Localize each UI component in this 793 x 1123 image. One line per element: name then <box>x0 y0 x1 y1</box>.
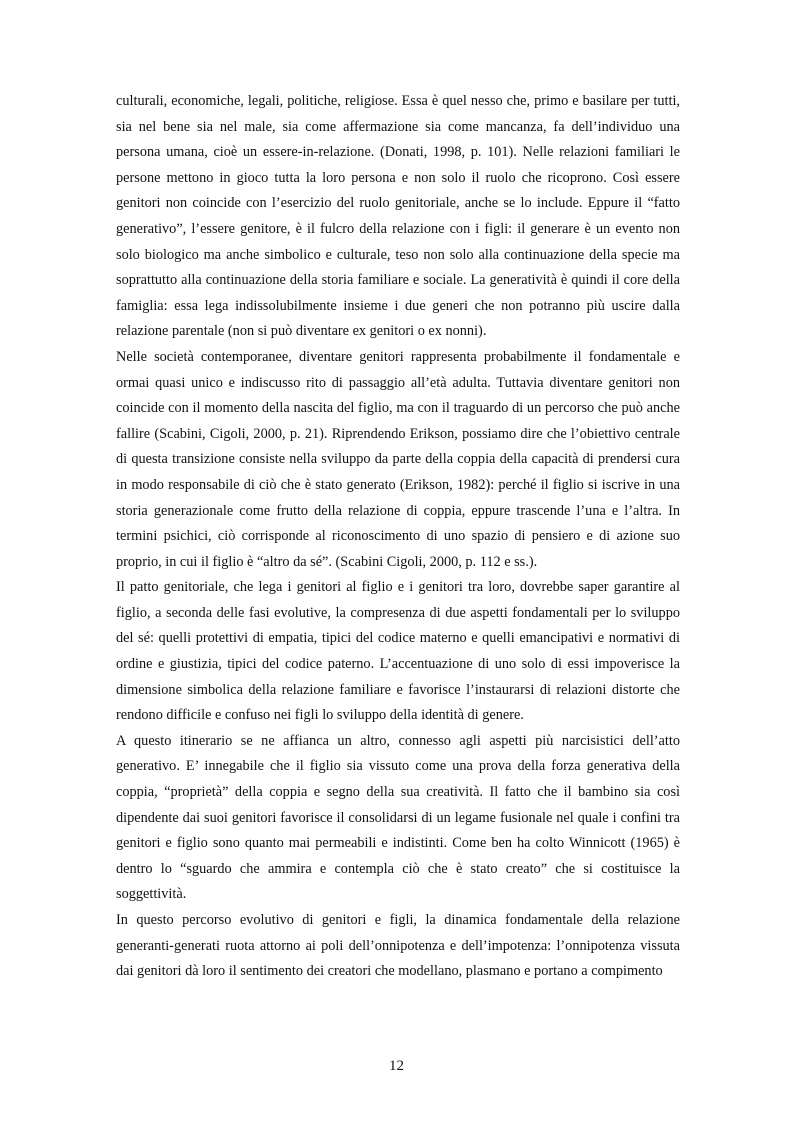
paragraph-narcissistic-aspects: A questo itinerario se ne affianca un altro, connesso agli aspetti più narcisistici dell’atto generativo. E’ innegabile che il figlio sia vissuto come una prova della forza generativa della coppia, “proprietà” della coppia e segno della sua creatività. Il fatto che il bambino sia così dipendente dai suoi genitori favorisce il consolidarsi di un legame fusionale nel quale i confini tra genitori e figlio sono quanto mai permeabili e indistinti. Come ben ha colto Winnicott (1965) è dentro lo “sguardo che ammira e contempla ciò che è stato creato” che si costituisce la soggettività. <box>116 732 680 903</box>
paragraph-parenthood-rite: Nelle società contemporanee, diventare genitori rappresenta probabilmente il fondamentale e ormai quasi unico e indiscusso rito di passaggio all’età adulta. Tuttavia diventare genitori non coincide con il momento della nascita del figlio, ma con il traguardo di un percorso che può anche fallire (Scabini, Cigoli, 2000, p. 21). Riprendendo Erikson, possiamo dire che l’obiettivo centrale di questa transizione consiste nella sviluppo da parte della coppia della capacità di prendersi cura in modo responsabile di ciò che è stato generato (Erikson, 1982): perché il figlio si iscrive in una storia generazionale come frutto della relazione di coppia, eppure trascende l’una e l’altra. In termini psichici, ciò corrisponde al riconoscimento di uno spazio di pensiero e di azione suo proprio, in cui il figlio è “altro da sé”. (Scabini Cigoli, 2000, p. 112 e ss.). <box>116 348 680 570</box>
body-text <box>116 89 680 985</box>
page-number: 12 <box>389 1058 404 1074</box>
paragraph-continuation: culturali, economiche, legali, politiche, religiose. Essa è quel nesso che, primo e basilare per tutti, sia nel bene sia nel male, sia come affermazione sia come mancanza, fa dell’individuo una persona umana, cioè un essere-in-relazione. (Donati, 1998, p. 101). Nelle relazioni familiari le persone mettono in gioco tutta la loro persona e non solo il ruolo che ricoprono. Così essere genitori non coincide con l’esercizio del ruolo genitoriale, anche se lo include. Eppure il “fatto generativo”, l’essere genitore, è il fulcro della relazione con i figli: il generare è un evento non solo biologico ma anche simbolico e culturale, teso non solo alla continuazione della specie ma soprattutto alla continuazione della storia familiare e sociale. La generatività è quindi il core della famiglia: essa lega indissolubilmente insieme i due generi che non potranno più uscire dalla relazione parentale (non si può diventare ex genitori o ex nonni). <box>116 93 680 340</box>
paragraph-generating-generated: In questo percorso evolutivo di genitori e figli, la dinamica fondamentale della relazione generanti-generati ruota attorno ai poli dell’onnipotenza e dell’impotenza: l’onnipotenza vissuta dai genitori dà loro il sentimento dei creatori che modellano, plasmano e portano a compimento <box>116 912 680 980</box>
paragraph-parental-pact: Il patto genitoriale, che lega i genitori al figlio e i genitori tra loro, dovrebbe saper garantire al figlio, a seconda delle fasi evolutive, la compresenza di due aspetti fondamentali per lo sviluppo del sé: quelli protettivi di empatia, tipici del codice materno e quelli emancipativi e normativi di ordine e giustizia, tipici del codice paterno. L’accentuazione di uno solo di essi impoverisce la dimensione simbolica della relazione familiare e favorisce l’instaurarsi di relazioni distorte che rendono difficile e confuso nei figli lo sviluppo della identità di genere. <box>116 579 680 724</box>
